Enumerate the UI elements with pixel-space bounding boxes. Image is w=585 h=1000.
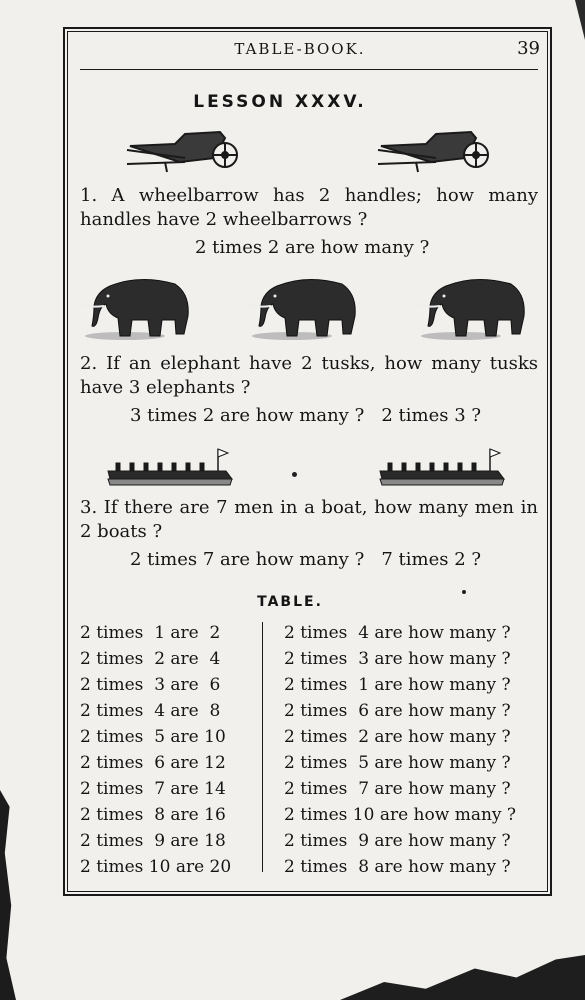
table-row: 2 times 2 are 4 (80, 649, 221, 669)
rowboat-icon (106, 445, 234, 487)
ink-speck (292, 472, 297, 477)
exercise-1-text: 1. A wheelbarrow has 2 handles; how many handles have 2 wheelbarrows ? (80, 185, 538, 230)
torn-edge-top-right (575, 0, 585, 40)
table-row: 2 times 10 are how many ? (284, 805, 517, 825)
table-row: 2 times 8 are 16 (80, 805, 226, 825)
table-column-divider (262, 622, 263, 872)
wheelbarrow-icon (125, 128, 240, 174)
table-title: TABLE. (257, 594, 323, 610)
table-row: 2 times 7 are 14 (80, 779, 226, 799)
table-row: 2 times 9 are how many ? (284, 831, 511, 851)
torn-edge-left (0, 790, 16, 1000)
wheelbarrow-icon (376, 128, 491, 174)
elephant-icon (247, 276, 359, 342)
header-rule (80, 69, 538, 70)
table-left-column (80, 620, 240, 880)
table-row: 2 times 5 are how many ? (284, 753, 511, 773)
table-row: 2 times 4 are 8 (80, 701, 221, 721)
page-number: 39 (517, 38, 540, 59)
elephant-icon (416, 276, 528, 342)
table-row: 2 times 3 are 6 (80, 675, 221, 695)
exercise-2-text: 2. If an elephant have 2 tusks, how many tusks have 3 elephants ? (80, 353, 538, 398)
running-head: TABLE-BOOK. (234, 40, 366, 58)
table-row: 2 times 2 are how many ? (284, 727, 511, 747)
table-row: 2 times 8 are how many ? (284, 857, 511, 877)
table-row: 2 times 9 are 18 (80, 831, 226, 851)
torn-edge-bottom (340, 955, 585, 1000)
exercise-1-question: 2 times 2 are how many ? (195, 237, 430, 258)
table-row: 2 times 1 are 2 (80, 623, 221, 643)
rowboat-icon (378, 445, 506, 487)
table-right-column (284, 620, 538, 880)
table-row: 2 times 5 are 10 (80, 727, 226, 747)
table-row: 2 times 1 are how many ? (284, 675, 511, 695)
ink-speck (462, 590, 466, 594)
exercise-2-question: 3 times 2 are how many ? 2 times 3 ? (130, 405, 482, 426)
exercise-3-text: 3. If there are 7 men in a boat, how many men in 2 boats ? (80, 497, 538, 542)
exercise-3-question: 2 times 7 are how many ? 7 times 2 ? (130, 549, 482, 570)
table-row: 2 times 6 are how many ? (284, 701, 511, 721)
table-row: 2 times 6 are 12 (80, 753, 226, 773)
table-row: 2 times 3 are how many ? (284, 649, 511, 669)
elephant-icon (80, 276, 192, 342)
table-row: 2 times 7 are how many ? (284, 779, 511, 799)
table-row: 2 times 4 are how many ? (284, 623, 511, 643)
lesson-title: LESSON XXXV. (193, 92, 367, 112)
table-row: 2 times 10 are 20 (80, 857, 232, 877)
